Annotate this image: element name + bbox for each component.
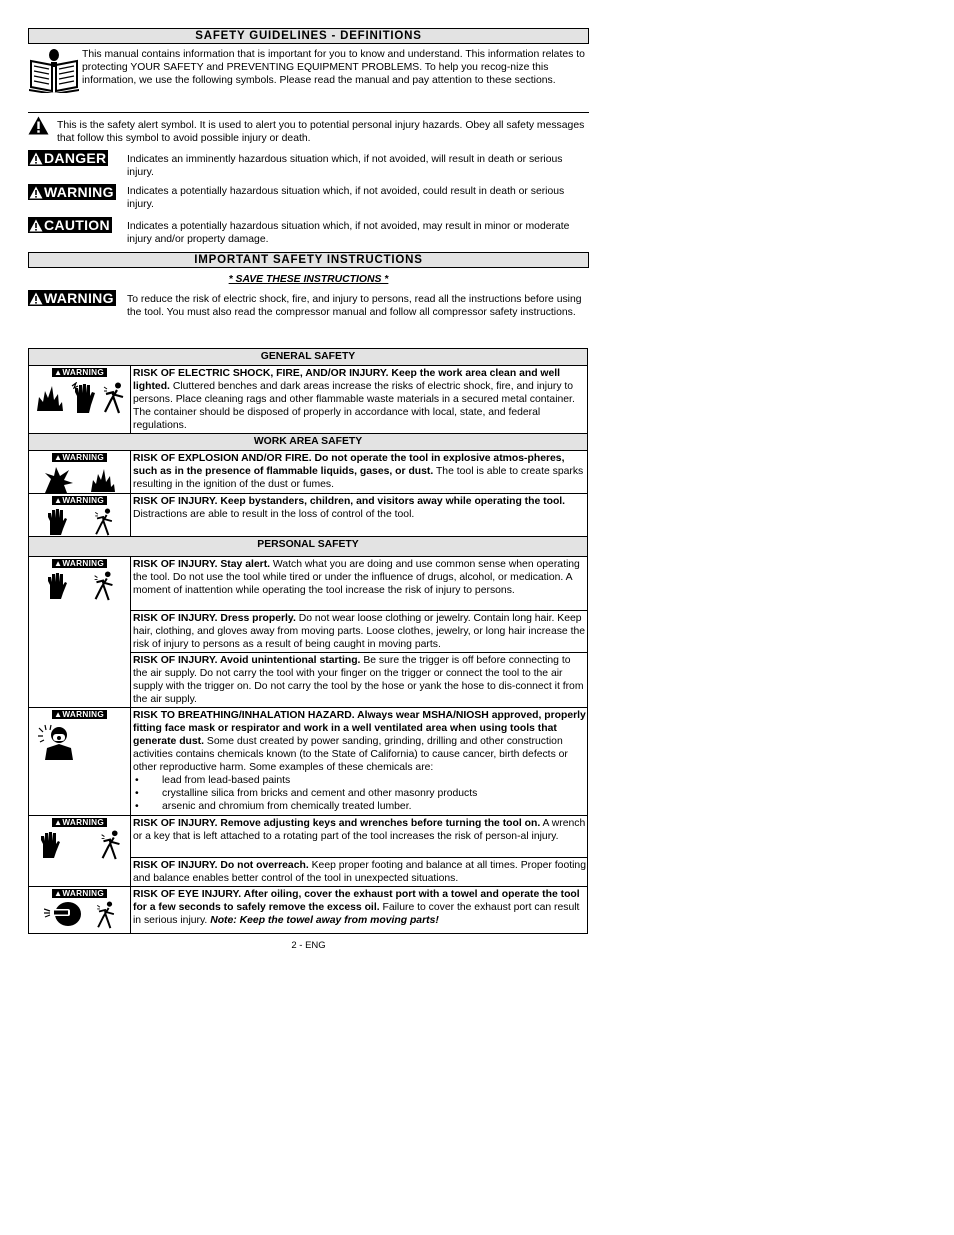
table-row <box>29 366 588 434</box>
eye-risk-text: RISK OF EYE INJURY. After oiling, cover the exhaust port with a towel and operate the tool for a few seconds to safely remove the excess oil. Failure to cover the exhaust port can result in serious injury. Note: Keep the towel away from moving parts! <box>131 887 588 934</box>
stop-hand-icon <box>38 830 60 860</box>
page-number: 2 - ENG <box>291 940 326 951</box>
alert-triangle-icon <box>29 219 43 232</box>
icon-cell <box>29 557 131 708</box>
safety-alert-icon <box>28 116 49 135</box>
alert-symbol-text: This is the safety alert symbol. It is used to alert you to potential personal injury hazards. Obey all safety messages that follow this symbol to avoid possible injury or death. <box>57 120 585 144</box>
alert-triangle-icon <box>29 292 43 305</box>
warning-mini-badge: ▲WARNING <box>52 559 107 568</box>
icon-cell <box>29 708 131 816</box>
stop-hand-icon <box>45 508 67 536</box>
warning-mini-badge: ▲WARNING <box>52 710 107 719</box>
icon-cell <box>29 451 131 494</box>
icon-cell <box>29 816 131 887</box>
respirator-dust-icon <box>37 724 75 760</box>
save-instructions: * SAVE THESE INSTRUCTIONS * <box>228 274 389 285</box>
general-safety-header: GENERAL SAFETY <box>29 349 588 366</box>
list-item: • crystalline silica from bricks and cement and other masonry products <box>133 787 586 800</box>
icon-cell <box>29 494 131 537</box>
alert-triangle-icon <box>29 152 43 165</box>
breathing-risk-text: RISK TO BREATHING/INHALATION HAZARD. Always wear MSHA/NIOSH approved, properly fitting face mask or respirator and work in a well ventilated area when using tools that generate dust. Some dust created by power sanding, grinding, drilling and other construction activities contains chemicals known (to the State of California) to cause cancer, birth defects or other reproductive harm. Some examples of these chemicals are: • lead from lead-based paints • crystalline silica from bricks and cement and other masonry products • arsenic and chromium from chemically treated lumber. <box>131 708 588 816</box>
starting-risk-text: RISK OF INJURY. Avoid unintentional starting. Be sure the trigger is off before connecting to the air supply. Do not carry the tool with your finger on the trigger or connect the tool to the air supply with the trigger on. Do not carry the tool by the hose or yank the hose to dis-connect it from the air supply. <box>131 653 588 708</box>
manual-page <box>28 28 589 952</box>
main-warning-badge: WARNING <box>28 290 116 306</box>
warning-mini-badge: ▲WARNING <box>52 818 107 827</box>
intro-block <box>28 44 589 113</box>
intro-text: This manual contains information that is important for you to know and understand. This information relates to protecting YOUR SAFETY and PREVENTING EQUIPMENT PROBLEMS. To help you recog-nize this information, we use the following symbols. Please read the manual and pay attention to these sections. <box>82 49 585 86</box>
caution-badge: CAUTION <box>28 217 112 233</box>
fire-icon <box>35 382 65 412</box>
danger-row <box>28 151 589 184</box>
person-injury-icon <box>100 830 122 860</box>
table-row <box>29 708 588 816</box>
danger-text: Indicates an imminently hazardous situation which, if not avoided, will result in death or serious injury. <box>127 154 563 178</box>
personal-safety-header: PERSONAL SAFETY <box>29 537 588 557</box>
safety-table <box>28 348 588 934</box>
alert-triangle-icon <box>29 186 43 199</box>
explosion-risk-text: RISK OF EXPLOSION AND/OR FIRE. Do not operate the tool in explosive atmos-pheres, such as in the presence of flammable liquids, gases, or dust. The tool is able to create sparks resulting in the ignition of the dust or fumes. <box>131 451 588 494</box>
table-row <box>29 494 588 537</box>
person-injury-icon <box>96 901 116 929</box>
person-injury-icon <box>93 571 115 601</box>
keys-risk-text: RISK OF INJURY. Remove adjusting keys and wrenches before turning the tool on. A wrench or a key that is left attached to a rotating part of the tool increases the risk of person-al injury. <box>131 816 588 858</box>
icon-cell <box>29 887 131 934</box>
warning-mini-badge: ▲WARNING <box>52 368 107 377</box>
list-item: • arsenic and chromium from chemically treated lumber. <box>133 800 586 813</box>
table-row <box>29 887 588 934</box>
caution-row <box>28 217 589 252</box>
dress-risk-text: RISK OF INJURY. Dress properly. Do not wear loose clothing or jewelry. Contain long hair. Keep hair, clothing, and gloves away from moving parts. Loose clothes, jewelry, or long hair increase the risk of injury to persons as a result of being caught in moving parts. <box>131 611 588 653</box>
person-injury-icon <box>103 382 125 414</box>
overreach-risk-text: RISK OF INJURY. Do not overreach. Keep proper footing and balance at all times. Proper footing and balance enables better control of the tool in unexpected situations. <box>131 858 588 887</box>
explosion-icon <box>43 467 75 493</box>
alert-symbol-row <box>28 113 589 151</box>
icon-cell <box>29 366 131 434</box>
stop-hand-icon <box>45 571 67 601</box>
electric-risk-text: RISK OF ELECTRIC SHOCK, FIRE, AND/OR INJURY. Keep the work area clean and well lighted. Cluttered benches and dark areas increase the risks of electric shock, fire, and injury to persons. Place cleaning rags and other flammable waste materials in a secured metal container. The container should be disposed of properly in accordance with local, state, and federal regulations. <box>131 366 588 434</box>
alert-risk-text: RISK OF INJURY. Stay alert. Watch what you are doing and use common sense when operating the tool. Do not use the tool while tired or under the influence of drugs, alcohol, or medication. A moment of inattention while operating the tool increase the risk of injury to persons. <box>131 557 588 611</box>
fire-icon <box>89 467 117 493</box>
caution-text: Indicates a potentially hazardous situation which, if not avoided, may result in minor or moderate injury and/or property damage. <box>127 221 570 245</box>
read-manual-icon <box>29 49 79 93</box>
table-row <box>29 451 588 494</box>
main-warning-row <box>28 290 589 337</box>
work-area-safety-header: WORK AREA SAFETY <box>29 434 588 451</box>
eye-protection-icon <box>44 901 82 927</box>
person-injury-icon <box>93 508 115 536</box>
main-warning-text: To reduce the risk of electric shock, fire, and injury to persons, read all the instructions before using the tool. You must also read the compressor manual and follow all compressor safety instructions. <box>127 294 582 318</box>
warning-mini-badge: ▲WARNING <box>52 496 107 505</box>
warning-text: Indicates a potentially hazardous situation which, if not avoided, could result in death or serious injury. <box>127 186 565 210</box>
electric-shock-hand-icon <box>71 382 97 414</box>
list-item: • lead from lead-based paints <box>133 774 586 787</box>
warning-mini-badge: ▲WARNING <box>52 453 107 462</box>
section-header-guidelines: SAFETY GUIDELINES - DEFINITIONS <box>28 28 589 44</box>
bystanders-risk-text: RISK OF INJURY. Keep bystanders, children, and visitors away while operating the tool. Distractions are able to result in the loss of control of the tool. <box>131 494 588 537</box>
warning-mini-badge: ▲WARNING <box>52 889 107 898</box>
warning-row <box>28 184 589 217</box>
section-header-instructions: IMPORTANT SAFETY INSTRUCTIONS <box>28 252 589 268</box>
table-row <box>29 557 588 611</box>
table-row <box>29 816 588 858</box>
warning-badge: WARNING <box>28 184 116 200</box>
danger-badge: DANGER <box>28 150 108 166</box>
